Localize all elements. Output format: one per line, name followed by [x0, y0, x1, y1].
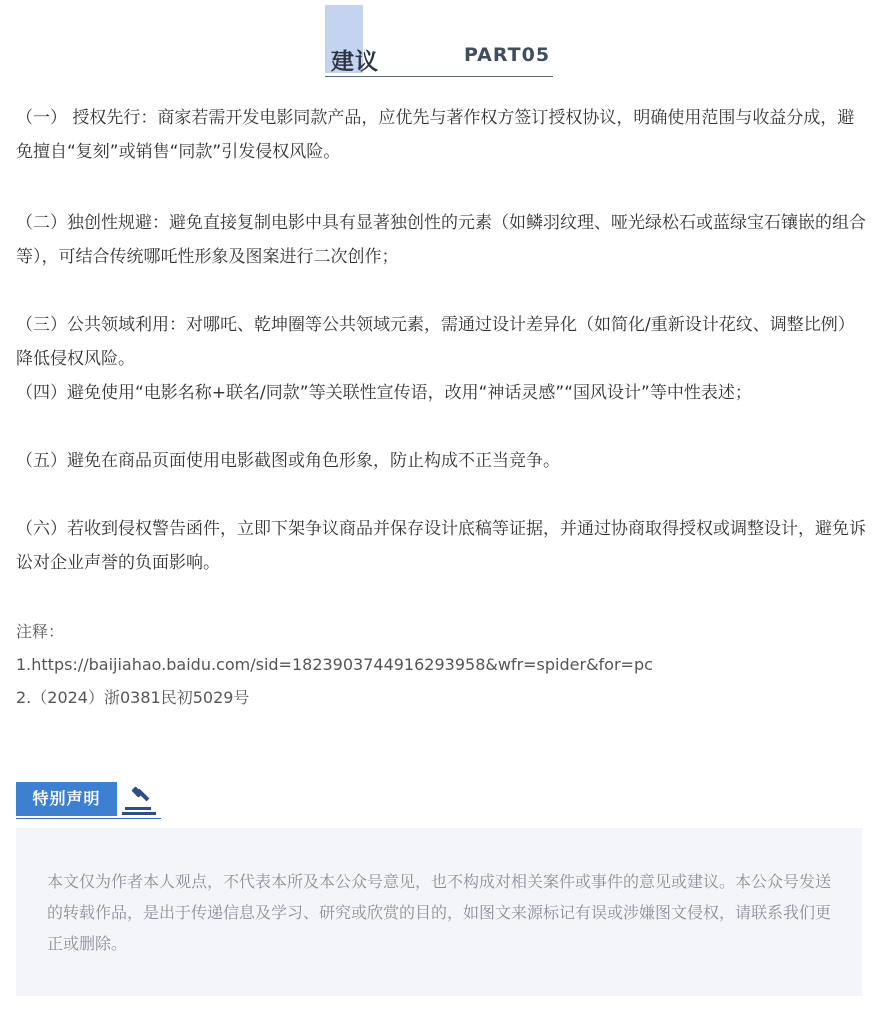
- part-label: PART05: [464, 44, 551, 66]
- disclaimer-heading: [16, 782, 161, 820]
- notes-label: 注释：: [16, 622, 65, 641]
- disclaimer-badge: 特别声明: [16, 782, 117, 816]
- suggestion-1: （一） 授权先行：商家若需开发电影同款产品，应优先与著作权方签订授权协议，明确使用范围与收益分成，避免擅自“复刻”或销售“同款”引发侵权风险。: [16, 108, 855, 162]
- gavel-icon: [122, 786, 162, 816]
- header-underline: [325, 76, 553, 77]
- note-link[interactable]: 1.https://baijiahao.baidu.com/sid=1823903744916293958&wfr=spider&for=pc: [16, 655, 653, 674]
- suggestion-2: （二）独创性规避：避免直接复制电影中具有显著独创性的元素（如鳞羽纹理、哑光绿松石或蓝绿宝石镶嵌的组合等），可结合传统哪吒性形象及图案进行二次创作；: [16, 213, 866, 267]
- disclaimer-text: 本文仅为作者本人观点，不代表本所及本公众号意见，也不构成对相关案件或事件的意见或建议。本公众号发送的转载作品，是出于传递信息及学习、研究或欣赏的目的，如图文来源标记有误或涉嫌图文侵权，请联系我们更正或删除。: [47, 872, 832, 953]
- section-title: 建议: [331, 49, 379, 75]
- suggestion-4: （四）避免使用“电影名称+联名/同款”等关联性宣传语，改用“神话灵感”“国风设计”等中性表述；: [16, 383, 752, 403]
- suggestion-3: （三）公共领域利用：对哪吒、乾坤圈等公共领域元素，需通过设计差异化（如简化/重新设计花纹、调整比例）降低侵权风险。: [16, 315, 855, 369]
- section-header: [325, 5, 553, 77]
- suggestion-6: （六）若收到侵权警告函件，立即下架争议商品并保存设计底稿等证据，并通过协商取得授权或调整设计，避免诉讼对企业声誉的负面影响。: [16, 519, 866, 573]
- notes-section: [16, 615, 866, 714]
- disclaimer-underline: [16, 818, 161, 819]
- note-case-number: 2.（2024）浙0381民初5029号: [16, 688, 250, 707]
- suggestion-5: （五）避免在商品页面使用电影截图或角色形象，防止构成不正当竞争。: [16, 451, 560, 471]
- disclaimer-box: [16, 828, 862, 996]
